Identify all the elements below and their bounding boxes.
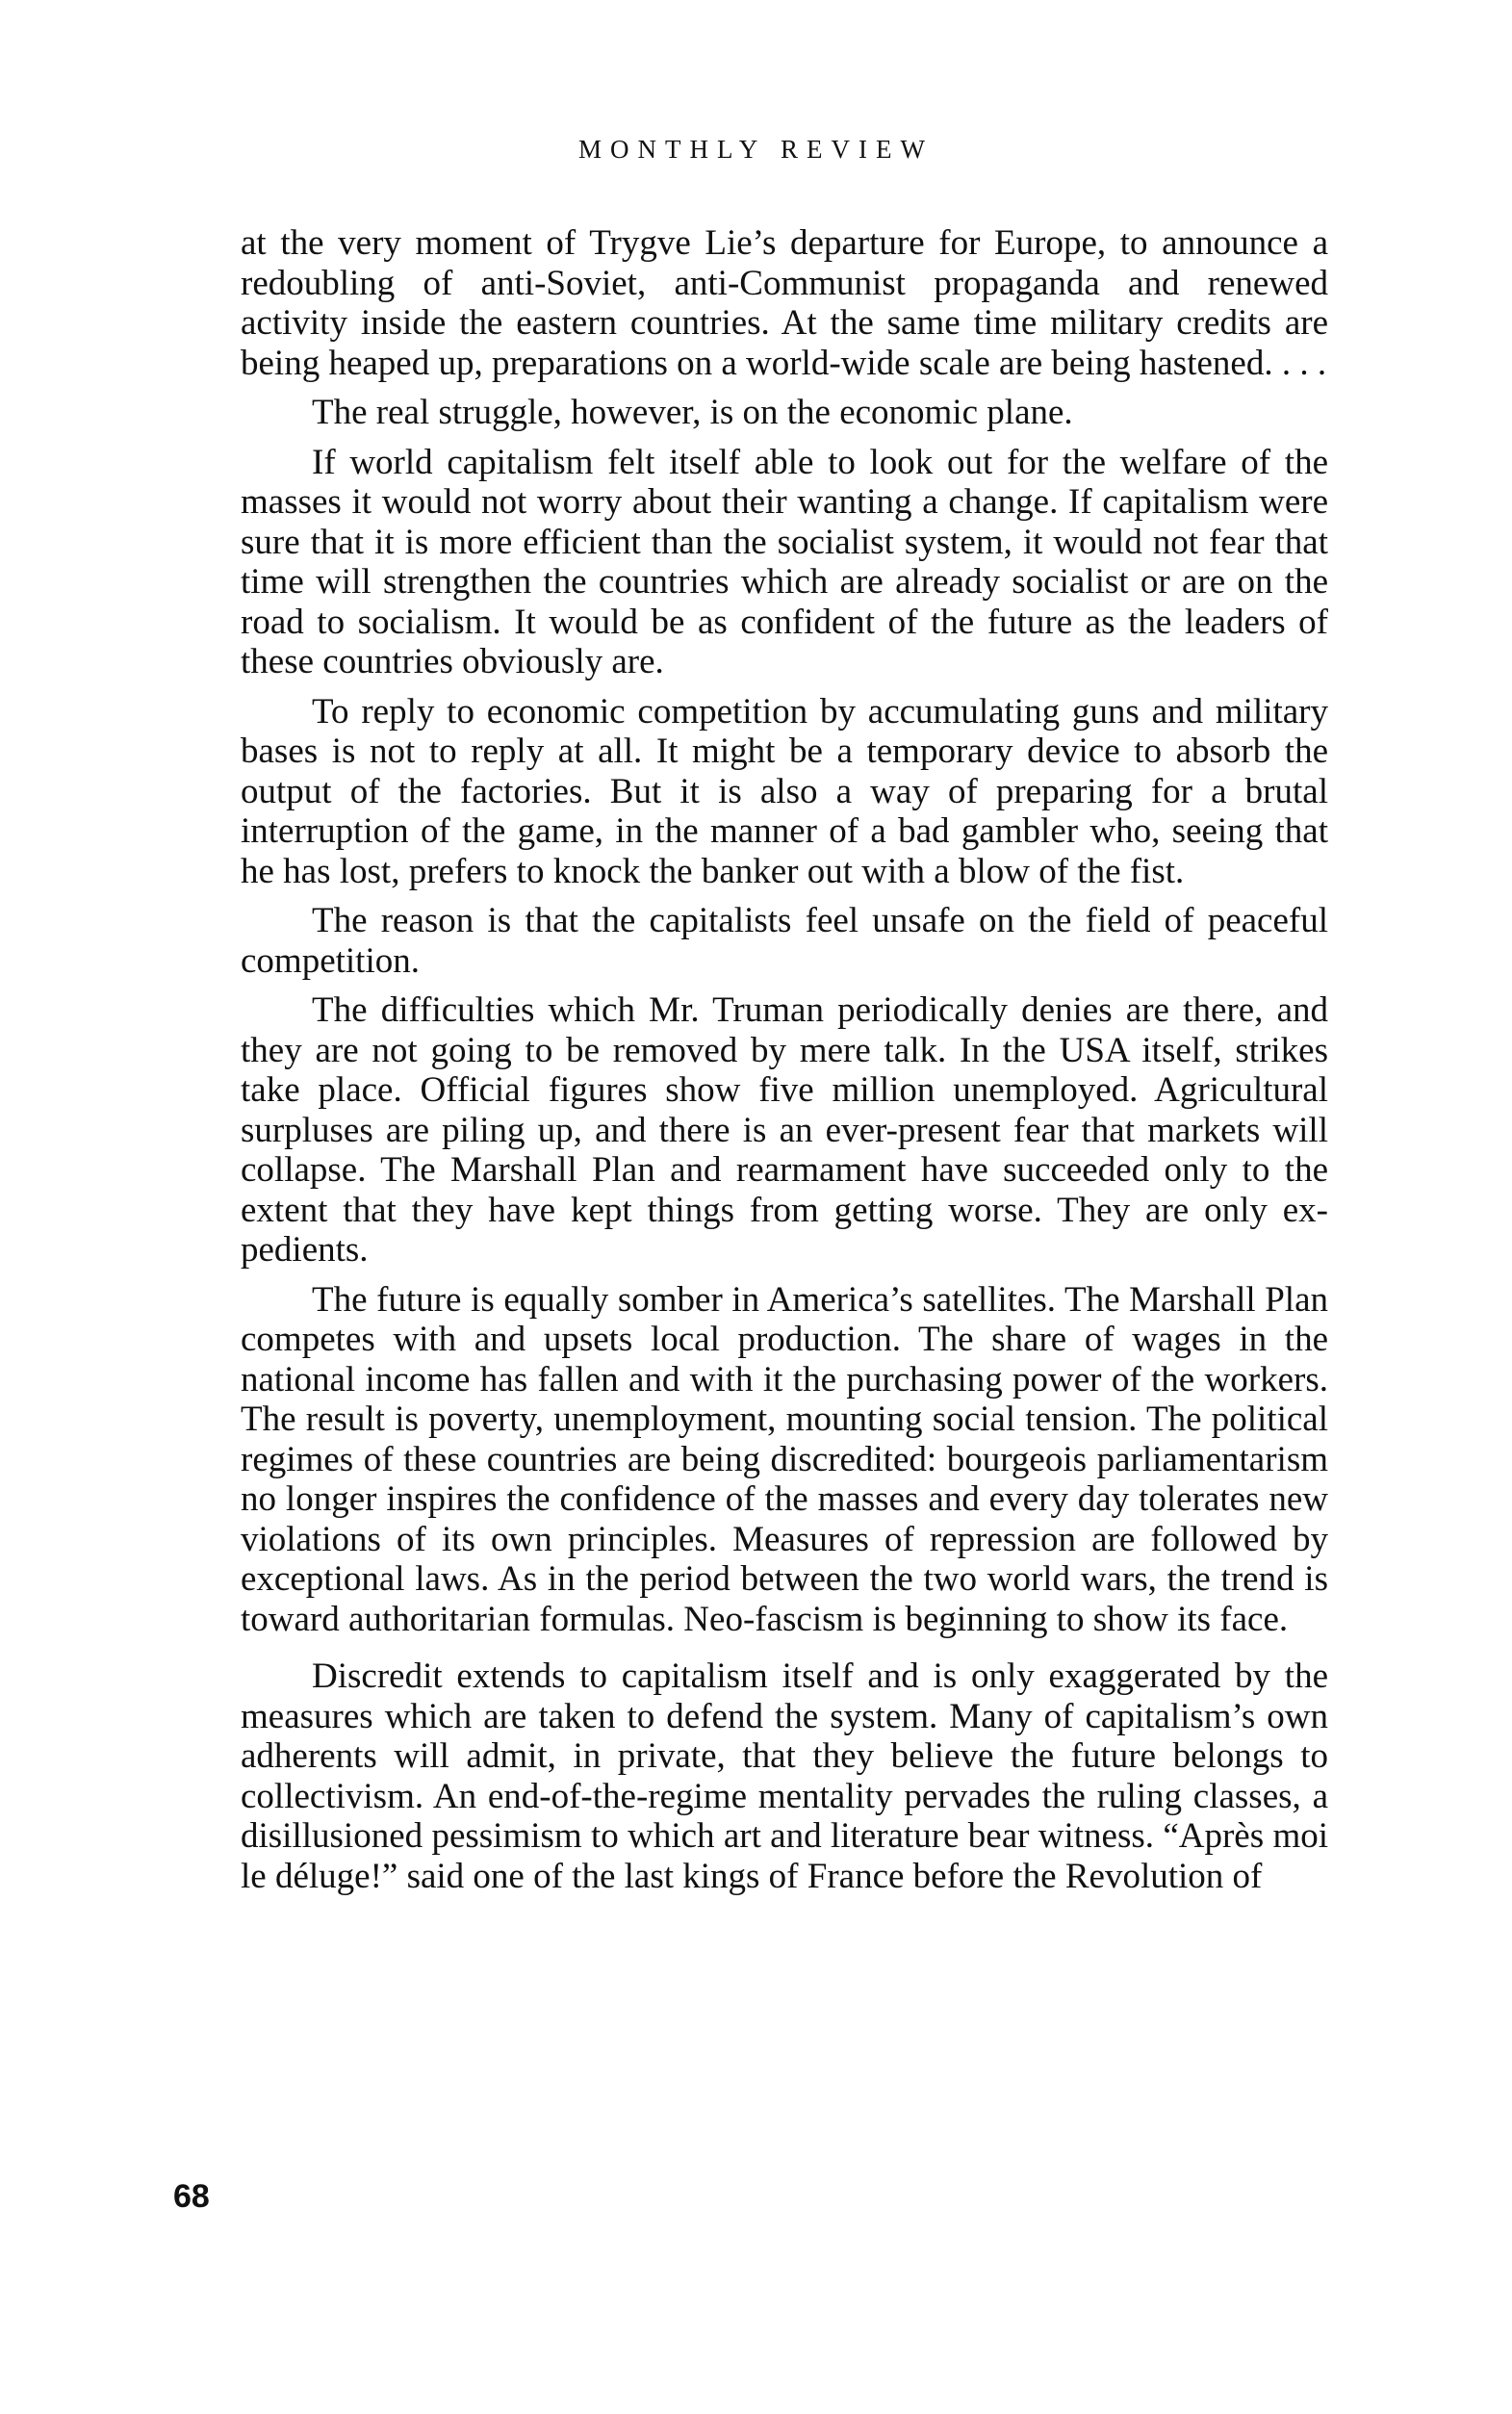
page-number: 68: [173, 2178, 210, 2215]
article-body: [241, 223, 1328, 1906]
paragraph-7: The future is equally somber in America’s satellites. The Marshall Plan competes with and upsets local production. The share of wages in the national income has fallen and with it the purchasing power of the workers. The result is poverty, unemployment, mounting social tension. The political regimes of these countries are being discredited: bourgeois parliamentarism no longer inspires the confidence of the masses and every day tolerates new violations of its own principles. Measures of repression are followed by exceptional laws. As in the period between the two world wars, the trend is toward authoritarian formulas. Neo-fascism is beginning to show its face.: [241, 1279, 1328, 1639]
paragraph-1: at the very moment of Trygve Lie’s departure for Europe, to announce a redoubling of anti-Soviet, anti-Communist propaganda and renewed activity inside the eastern countries. At the same time military credits are being heaped up, preparations on a world-wide scale are being hastened. . . .: [241, 223, 1328, 383]
running-head: MONTHLY REVIEW: [578, 135, 934, 164]
paragraph-8: Discredit extends to capitalism itself and is only exaggerated by the measures which are taken to defend the system. Many of capitalism’s own adherents will admit, in private, that they believe the future belongs to collectivism. An end-of-the-regime mentality pervades the ruling classes, a disillusioned pessimism to which art and literature bear witness. “Après moi le déluge!” said one of the last kings of France before the Revolution of: [241, 1656, 1328, 1896]
paragraph-6: The difficulties which Mr. Truman periodically denies are there, and they are not going to be removed by mere talk. In the USA itself, strikes take place. Official figures show five million unemployed. Agricultural surpluses are piling up, and there is an ever-present fear that markets will collapse. The Marshall Plan and rearmament have succeeded only to the extent that they have kept things from getting worse. They are only expedients.: [241, 990, 1328, 1270]
paragraph-3: If world capitalism felt itself able to look out for the welfare of the masses it would not worry about their wanting a change. If capitalism were sure that it is more efficient than the socialist system, it would not fear that time will strengthen the countries which are already socialist or are on the road to socialism. It would be as confident of the future as the leaders of these countries obviously are.: [241, 442, 1328, 681]
paragraph-2: The real struggle, however, is on the economic plane.: [312, 393, 1073, 432]
paragraph-4: To reply to economic competition by accumulating guns and military bases is not to reply at all. It might be a temporary device to absorb the output of the factories. But it is also a way of preparing for a brutal interruption of the game, in the manner of a bad gambler who, seeing that he has lost, prefers to knock the banker out with a blow of the fist.: [241, 691, 1328, 891]
paragraph-5: The reason is that the capitalists feel unsafe on the field of peaceful competition.: [241, 901, 1328, 981]
